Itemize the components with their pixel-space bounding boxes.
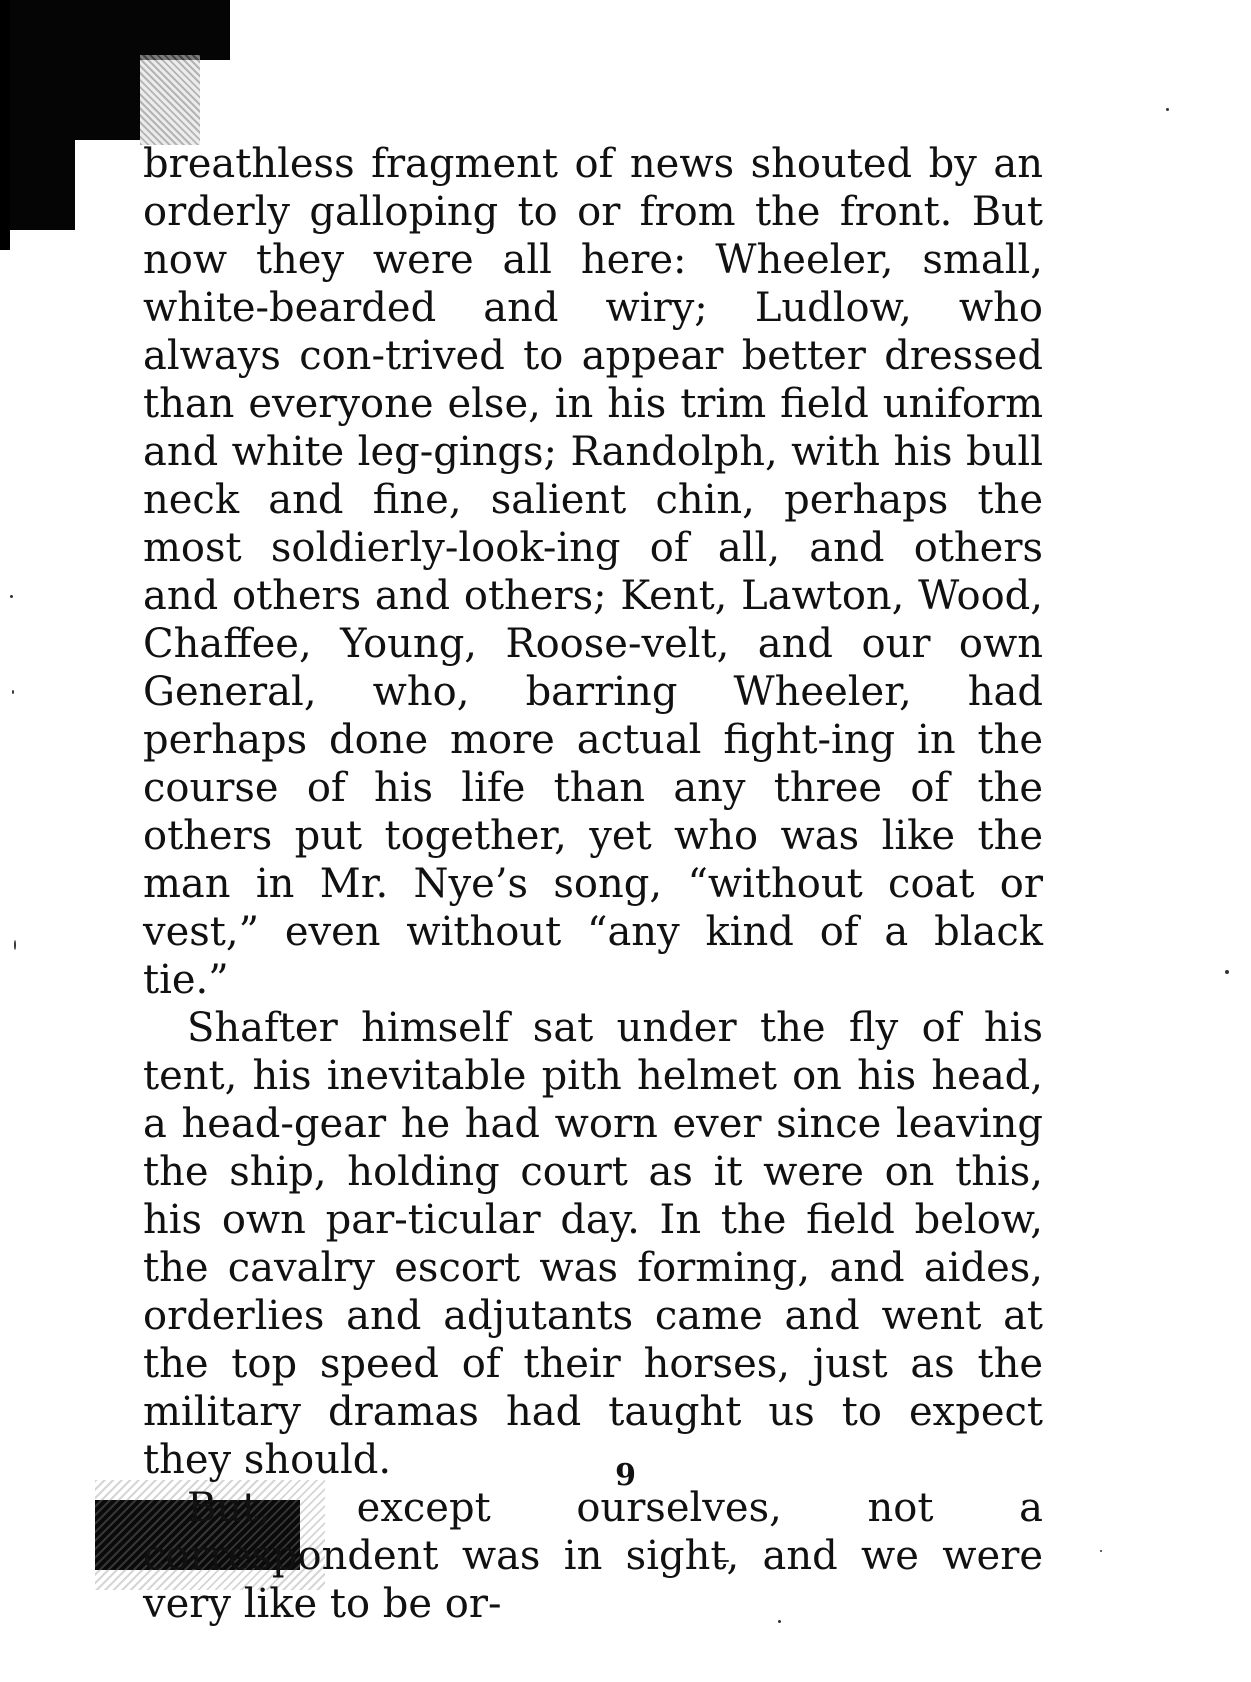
dust-speck — [14, 940, 16, 950]
dust-speck — [1100, 1550, 1102, 1552]
dust-speck — [1225, 970, 1229, 974]
dust-speck — [12, 690, 14, 694]
body-text — [143, 140, 1043, 1628]
page-number: 9 — [615, 1458, 636, 1493]
paragraph-2: Shafter himself sat under the fly of his tent, his inevitable pith helmet on his head, a head-gear he had worn ever since leaving the ship, holding court as it were on this, his own par-ticular day. In the field below, the cavalry escort was forming, and aides, orderlies and adjutants came and went at the top speed of their horses, just as the military dramas had taught us to expect they should. — [143, 1005, 1043, 1483]
paragraph-1: breathless fragment of news shouted by an orderly galloping to or from the front. But now they were all here: Wheeler, small, white-bearded and wiry; Ludlow, who always con-trived to appear better dressed than everyone else, in his trim field uniform and white leg-gings; Randolph, with his bull neck and fine, salient chin, perhaps the most soldierly-look-ing of all, and others and others and others; Kent, Lawton, Wood, Chaffee, Young, Roose-velt, and our own General, who, barring Wheeler, had perhaps done more actual fight-ing in the course of his life than any three of the others put together, yet who was like the man in Mr. Nye’s song, “without coat or vest,” even without “any kind of a black tie.” — [143, 141, 1043, 1003]
dust-speck — [10, 595, 13, 598]
paragraph-3: But, except ourselves, not a correspondent was in sight, and we were very like to be or- — [143, 1485, 1043, 1627]
dust-speck — [1166, 108, 1169, 111]
